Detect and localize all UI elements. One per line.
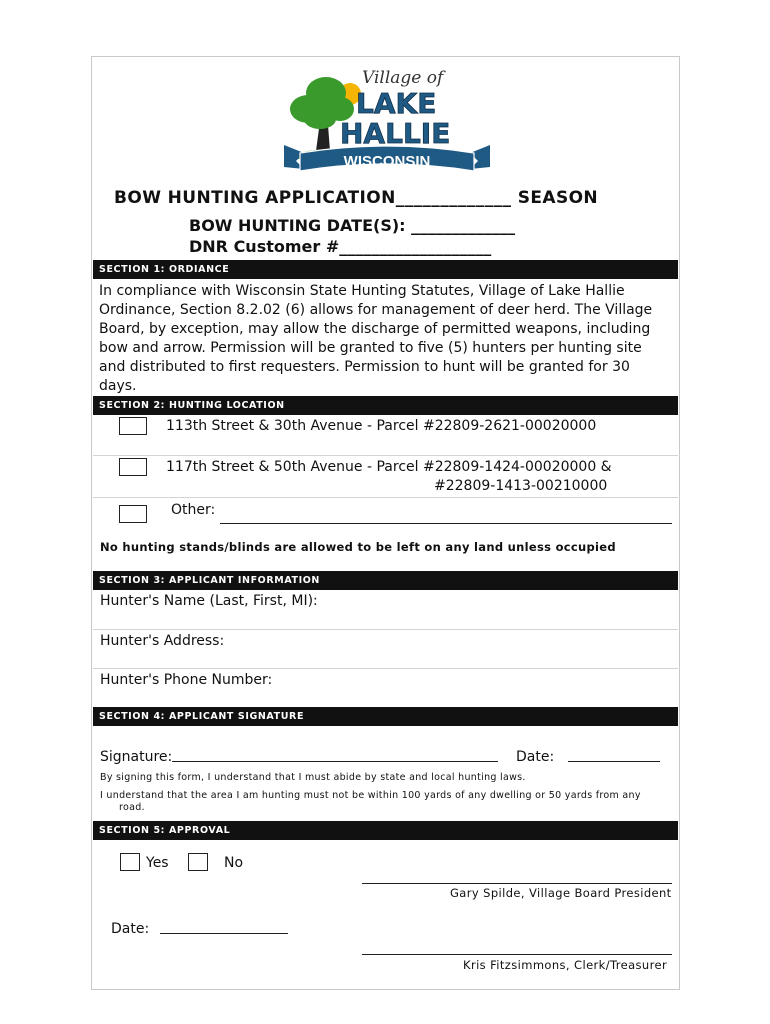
hunter-address-label: Hunter's Address:	[100, 633, 225, 649]
president-name: Gary Spilde, Village Board President	[450, 886, 672, 900]
logo-banner-text: WISCONSIN	[343, 153, 431, 170]
distance-note: I understand that the area I am hunting must not be within 100 yards of any dwelling or 50 yards from any	[100, 790, 641, 801]
section2-heading: SECTION 2: HUNTING LOCATION	[93, 396, 678, 415]
approval-date-label: Date:	[111, 921, 150, 937]
divider	[93, 629, 678, 630]
approve-no-label: No	[224, 855, 244, 871]
signature-label: Signature:	[100, 749, 173, 765]
approve-yes-label: Yes	[146, 855, 169, 871]
signature-line[interactable]	[172, 761, 498, 762]
ordinance-text: In compliance with Wisconsin State Hunting Statutes, Village of Lake Hallie Ordinance, Section 8.2.02 (6) allows for management of deer herd. The Village Board, by exception, may allow the discharge of permitted weapons, including bow and arrow. Permission will be granted to five (5) hunters per hunting site and distributed to first requesters. Permission to hunt will be granted for 30 days.	[99, 283, 653, 394]
location2-label: 117th Street & 50th Avenue - Parcel #22809-1424-00020000 &	[166, 459, 612, 475]
approve-no-checkbox[interactable]	[188, 853, 208, 871]
clerk-name: Kris Fitzsimmons, Clerk/Treasurer	[463, 958, 668, 972]
other-label: Other:	[171, 502, 216, 518]
section4-heading: SECTION 4: APPLICANT SIGNATURE	[93, 707, 678, 726]
section5-heading: SECTION 5: APPROVAL	[93, 821, 678, 840]
village-logo	[282, 61, 492, 177]
logo-lake-text: LAKE	[356, 87, 437, 120]
divider	[93, 455, 678, 456]
approve-yes-checkbox[interactable]	[120, 853, 140, 871]
hunter-name-label: Hunter's Name (Last, First, MI):	[100, 593, 318, 609]
clerk-signature-line[interactable]	[362, 954, 672, 955]
form-title: BOW HUNTING APPLICATION_____________ SEASON	[114, 188, 599, 208]
divider	[93, 497, 678, 498]
signature-date-label: Date:	[516, 749, 555, 765]
section1-heading: SECTION 1: ORDIANCE	[93, 260, 678, 279]
location1-label: 113th Street & 30th Avenue - Parcel #22809-2621-00020000	[166, 418, 597, 434]
other-input-line[interactable]	[220, 523, 672, 524]
location1-checkbox[interactable]	[119, 417, 147, 435]
stands-warning: No hunting stands/blinds are allowed to be left on any land unless occupied	[100, 540, 616, 554]
application-form	[91, 56, 680, 990]
dnr-customer-field: DNR Customer #___________________	[189, 237, 492, 256]
location2-checkbox[interactable]	[119, 458, 147, 476]
approval-date-line[interactable]	[160, 933, 288, 934]
hunter-phone-label: Hunter's Phone Number:	[100, 672, 273, 688]
signature-date-line[interactable]	[568, 761, 660, 762]
signing-note: By signing this form, I understand that I must abide by state and local hunting laws.	[100, 772, 526, 783]
other-checkbox[interactable]	[119, 505, 147, 523]
logo-script-text: Village of	[362, 68, 444, 88]
logo-hallie-text: HALLIE	[340, 117, 451, 150]
section3-heading: SECTION 3: APPLICANT INFORMATION	[93, 571, 678, 590]
location2-parcel2: #22809-1413-00210000	[434, 478, 608, 494]
hunting-dates-field: BOW HUNTING DATE(S): _____________	[189, 216, 516, 235]
president-signature-line[interactable]	[362, 883, 672, 884]
distance-note-cont: road.	[119, 802, 145, 813]
divider	[93, 668, 678, 669]
